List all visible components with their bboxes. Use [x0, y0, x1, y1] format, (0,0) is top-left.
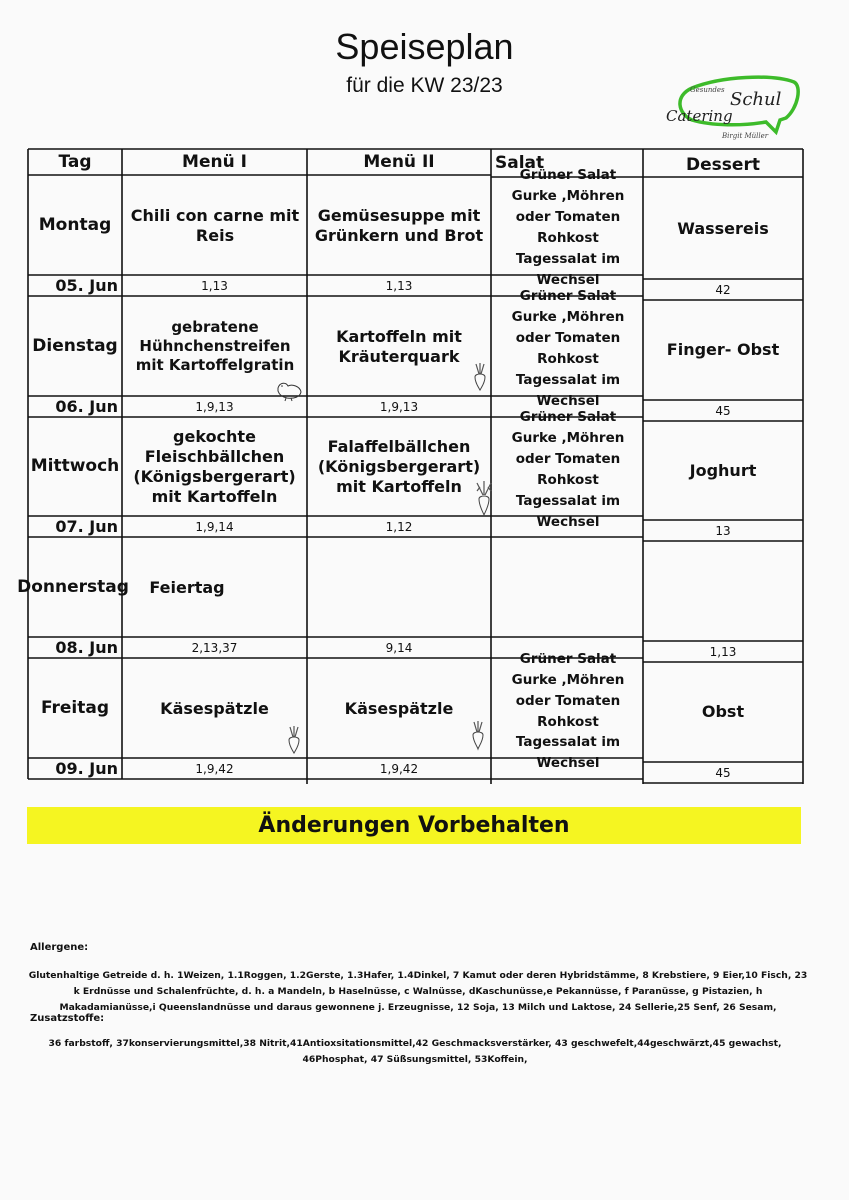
menu-1-allergen-codes: 1,9,14: [195, 519, 234, 534]
allergene-heading: Allergene:: [30, 942, 89, 953]
menu-1-allergen-codes: 1,13: [201, 278, 228, 293]
dessert-allergen-codes: 45: [715, 403, 731, 418]
menu-2-allergen-codes: 1,9,42: [379, 761, 419, 776]
menu-2-allergen-codes: 9,14: [385, 640, 413, 655]
day-label: Donnerstag: [17, 576, 129, 597]
salat-text: Grüner Salat Gurke ,Möhren oder Tomaten Rohkost Tagessalat im Wechsel: [511, 650, 625, 772]
menu-2-allergen-codes: 1,12: [385, 519, 413, 534]
menu-1-allergen-codes: 1,9,13: [195, 399, 234, 414]
vegetable-icon: [474, 481, 494, 519]
logo-word-catering: Catering: [666, 107, 733, 125]
salat-text: Grüner Salat Gurke ,Möhren oder Tomaten Rohkost Tagessalat im Wechsel: [511, 288, 625, 409]
menu-2-dish: Falaffelbällchen (Königsbergerart) mit Kartoffeln: [317, 437, 481, 496]
menu-1-allergen-codes: 2,13,37: [191, 640, 238, 655]
vegetable-icon: [468, 720, 488, 752]
dessert-allergen-codes: 45: [715, 765, 731, 780]
menu-2-dish: Käsespätzle: [344, 698, 454, 718]
header-dessert: Dessert: [686, 154, 760, 175]
dessert-text: Wassereis: [677, 218, 769, 238]
menu-1-dish: gekochte Fleischbällchen (Königsbergerart) mit Kartoffeln: [133, 427, 296, 506]
dessert-allergen-codes: 13: [715, 523, 731, 538]
dessert-allergen-codes: 42: [715, 282, 731, 297]
menu-2-allergen-codes: 1,13: [385, 278, 413, 293]
logo-top-text: Gesundes: [690, 86, 725, 94]
zusatzstoffe-heading: Zusatzstoffe:: [30, 1013, 105, 1024]
menu-1-dish: gebratene Hühnchenstreifen mit Kartoffelgratin: [135, 318, 295, 374]
date-label: 09. Jun: [55, 758, 118, 778]
header-salat: Salat: [495, 152, 545, 173]
salat-text: Grüner Salat Gurke ,Möhren oder Tomaten Rohkost Tagessalat im Wechsel: [511, 409, 625, 530]
day-label: Mittwoch: [30, 456, 120, 477]
salat-text: Grüner Salat Gurke ,Möhren oder Tomaten Rohkost Tagessalat im Wechsel: [511, 167, 625, 288]
vegetable-icon: [470, 362, 490, 392]
menu-2-dish: [307, 538, 491, 637]
menu-2-dish: Kartoffeln mit Kräuterquark: [336, 326, 462, 366]
logo-word-schul: Schul: [730, 89, 782, 110]
day-label: Freitag: [40, 697, 110, 718]
page-subtitle: für die KW 23/23: [346, 74, 503, 97]
allergene-text: Glutenhaltige Getreide d. h. 1Weizen, 1.1Roggen, 1.2Gerste, 1.3Hafer, 1.4Dinkel, 7 Kamut oder deren Hybridstämme, 8 Krebstiere, 9 Eier,10 Fisch, 23 k Erdnüsse und Schalenfrüchte, d. h. a Mandeln, b Haselnüsse, c Walnüsse, dKaschunüsse,e Pekannüsse, f Paranüsse, g Pistazien, h Makadamianüsse,i Queenslandnüsse und daraus gewonnene j. Erzeugnisse, 12 Soja, 13 Milch und Laktose, 24 Sellerie,25 Senf, 26 Sesam,: [28, 970, 808, 1014]
date-label: 06. Jun: [55, 396, 118, 416]
menu-1-dish: Käsespätzle: [160, 698, 269, 718]
dessert-allergen-codes: 1,13: [709, 644, 737, 659]
menu-1-dish: Feiertag: [149, 577, 225, 597]
changes-reserved-banner: Änderungen Vorbehalten: [27, 807, 801, 844]
page-title: Speiseplan: [335, 26, 514, 67]
zusatzstoffe-text: 36 farbstoff, 37konservierungsmittel,38 Nitrit,41Antioxsitationsmittel,42 Geschmacksverstärker, 43 geschwefelt,44geschwärzt,45 gewachst, 46Phosphat, 47 Süßsungsmittel, 53Koffein,: [48, 1038, 782, 1066]
dessert-text: Obst: [701, 702, 745, 721]
logo-bottom-text: Birgit Müller: [722, 132, 769, 140]
salat-text: [495, 541, 641, 641]
chicken-icon: [274, 378, 304, 402]
dessert-text: Joghurt: [689, 460, 757, 480]
day-label: Montag: [38, 214, 112, 235]
menu-2-allergen-codes: 1,9,13: [379, 399, 419, 414]
date-label: 05. Jun: [55, 275, 118, 295]
vegetable-icon: [284, 725, 304, 755]
dessert-text: [643, 541, 803, 641]
dessert-text: Finger- Obst: [666, 340, 780, 359]
day-label: Dienstag: [32, 335, 118, 356]
header-menu-1: Menü I: [182, 151, 247, 172]
header-tag: Tag: [58, 151, 92, 172]
date-label: 07. Jun: [55, 516, 118, 536]
menu-2-dish: Gemüsesuppe mit Grünkern und Brot: [314, 205, 484, 245]
menu-1-dish: Chili con carne mit Reis: [130, 205, 300, 245]
date-label: 08. Jun: [55, 637, 118, 657]
header-menu-2: Menü II: [363, 151, 435, 172]
menu-1-allergen-codes: 1,9,42: [195, 761, 234, 776]
